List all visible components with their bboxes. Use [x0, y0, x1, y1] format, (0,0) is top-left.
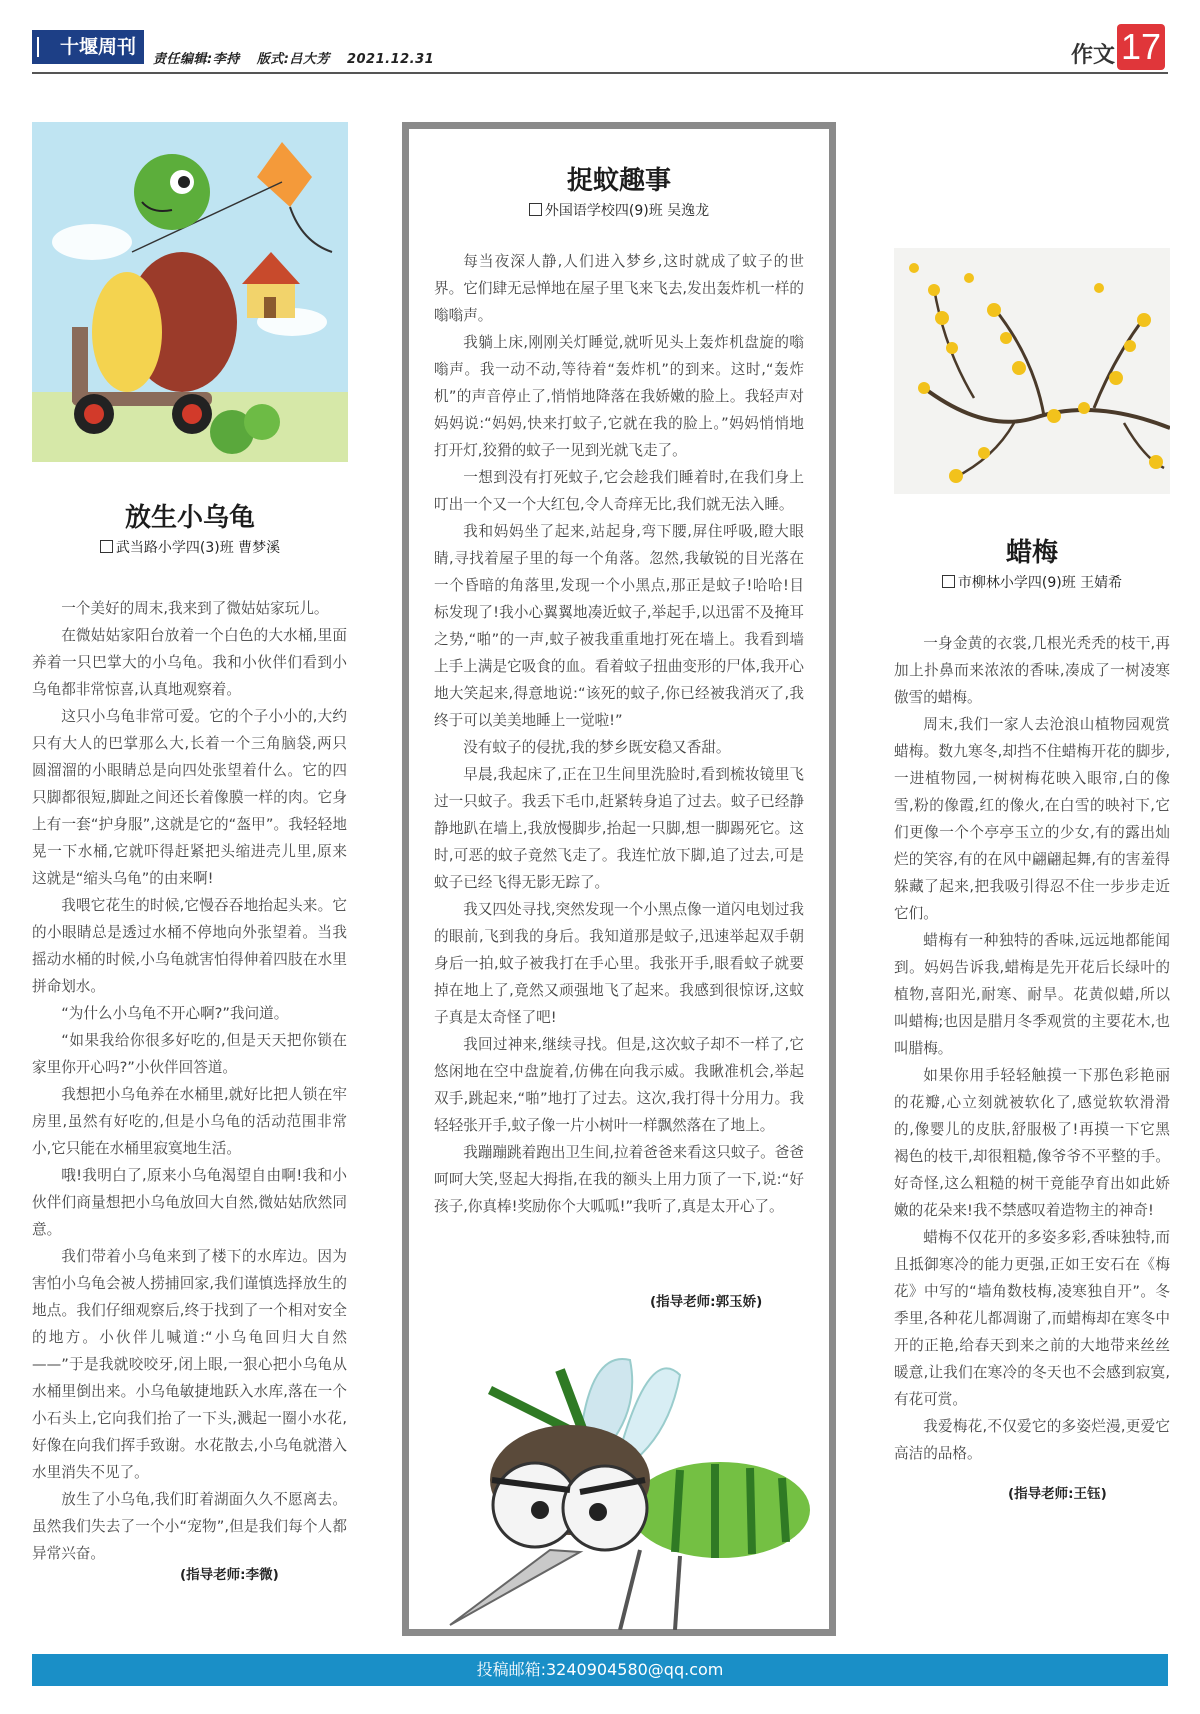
byline-text: 市柳林小学四(9)班 王婧希: [957, 575, 1123, 591]
article-body-turtle: [32, 595, 347, 1567]
article-title-turtle: 放生小乌龟: [124, 503, 255, 533]
paragraph: 我躺上床,刚刚关灯睡觉,就听见头上轰炸机盘旋的嗡嗡声。我一动不动,等待着“轰炸机”的到来。这时,“轰炸机”的声音停止了,悄悄地降落在我娇嫩的脸上。我轻声对妈妈说:“妈妈,快来打蚊子,它就在我的脸上。”妈妈悄悄地打开灯,狡猾的蚊子一见到光就飞走了。: [434, 334, 804, 459]
teacher-credit-turtle: (指导老师:李微): [180, 1567, 279, 1583]
paragraph: 一想到没有打死蚊子,它会趁我们睡着时,在我们身上叮出一个又一个大红包,令人奇痒无比,我们就无法入睡。: [434, 469, 804, 513]
masthead-logo: [32, 30, 144, 64]
byline-text: 武当路小学四(3)班 曹梦溪: [115, 540, 281, 556]
byline-box-icon: [529, 203, 542, 216]
article-byline-mosquito: [402, 200, 836, 220]
article-body-wintersweet: [894, 630, 1170, 1467]
paragraph: 蜡梅有一种独特的香味,远远地都能闻到。妈妈告诉我,蜡梅是先开花后长绿叶的植物,喜阳光,耐寒、耐旱。花黄似蜡,所以叫蜡梅;也因是腊月冬季观赏的主要花木,也叫腊梅。: [894, 932, 1170, 1057]
paragraph: 这只小乌龟非常可爱。它的个子小小的,大约只有大人的巴掌那么大,长着一个三角脑袋,两只圆溜溜的小眼睛总是向四处张望着什么。它的四只脚都很短,脚趾之间还长着像膜一样的肉。它身上有一套“护身服”,这就是它的“盔甲”。我轻轻地晃一下水桶,它就吓得赶紧把头缩进壳儿里,原来这就是“缩头乌龟”的由来啊!: [32, 708, 347, 887]
byline-box-icon: [942, 575, 955, 588]
issue-date: 2021.12.31: [346, 52, 435, 67]
paragraph: 我又四处寻找,突然发现一个小黑点像一道闪电划过我的眼前,飞到我的身后。我知道那是蚊子,迅速举起双手朝身后一拍,蚊子被我打在手心里。我张开手,眼看蚊子就要掉在地上了,竟然又顽强地飞了起来。我感到很惊讶,这蚊子真是太奇怪了吧!: [434, 901, 804, 1026]
paragraph: 我想把小乌龟养在水桶里,就好比把人锁在牢房里,虽然有好吃的,但是小乌龟的活动范围非常小,它只能在水桶里寂寞地生活。: [32, 1086, 347, 1157]
submission-email-bar: 投稿邮箱:3240904580@qq.com: [32, 1654, 1168, 1686]
wintersweet-branch-photo: [894, 248, 1170, 494]
teacher-credit-mosquito: (指导老师:郭玉娇): [650, 1294, 763, 1310]
paragraph: 我爱梅花,不仅爱它的多姿烂漫,更爱它高洁的品格。: [894, 1418, 1170, 1462]
paragraph: 每当夜深人静,人们进入梦乡,这时就成了蚊子的世界。它们肆无忌惮地在屋子里飞来飞去,发出轰炸机一样的嗡嗡声。: [434, 253, 804, 324]
paragraph: 哦!我明白了,原来小乌龟渴望自由啊!我和小伙伴们商量想把小乌龟放回大自然,微姑姑欣然同意。: [32, 1167, 347, 1238]
paragraph: 我喂它花生的时候,它慢吞吞地抬起头来。它的小眼睛总是透过水桶不停地向外张望着。当我摇动水桶的时候,小乌龟就害怕得伸着四肢在水里拼命划水。: [32, 897, 347, 995]
section-name: 作文: [1071, 43, 1116, 68]
teacher-credit-wintersweet: (指导老师:王钰): [1008, 1486, 1107, 1502]
byline-box-icon: [100, 540, 113, 553]
article-title-mosquito: 捉蚊趣事: [566, 166, 671, 196]
paragraph: 在微姑姑家阳台放着一个白色的大水桶,里面养着一只巴掌大的小乌龟。我和小伙伴们看到小乌龟都非常惊喜,认真地观察着。: [32, 627, 347, 698]
layout-credit: 版式:吕大芳: [256, 52, 330, 67]
masthead-title: 十堰周刊: [59, 36, 136, 58]
paragraph: “如果我给你很多好吃的,但是天天把你锁在家里你开心吗?”小伙伴回答道。: [32, 1032, 347, 1076]
mosquito-cartoon-illustration: [430, 1330, 820, 1630]
paragraph: 没有蚊子的侵扰,我的梦乡既安稳又香甜。: [463, 739, 731, 756]
article-title-wintersweet: 蜡梅: [1005, 538, 1058, 568]
paragraph: 放生了小乌龟,我们盯着湖面久久不愿离去。虽然我们失去了一个小“宠物”,但是我们每个人都异常兴奋。: [32, 1491, 347, 1562]
paragraph: 蜡梅不仅花开的多姿多彩,香味独特,而且抵御寒冷的能力更强,正如王安石在《梅花》中写的“墙角数枝梅,凌寒独自开”。冬季里,各种花儿都凋谢了,而蜡梅却在寒冬中开的正艳,给春天到来之前的大地带来丝丝暖意,让我们在寒冷的冬天也不会感到寂寞,有花可赏。: [894, 1229, 1170, 1408]
paragraph: 周末,我们一家人去沧浪山植物园观赏蜡梅。数九寒冬,却挡不住蜡梅开花的脚步,一进植物园,一树树梅花映入眼帘,白的像雪,粉的像霞,红的像火,在白雪的映衬下,它们更像一个个亭亭玉立的少女,有的露出灿烂的笑容,有的在风中翩翩起舞,有的害羞得躲藏了起来,把我吸引得忍不住一步步走近它们。: [894, 716, 1170, 922]
article-body-mosquito: [434, 248, 804, 1220]
paragraph: 一个美好的周末,我来到了微姑姑家玩儿。: [61, 600, 329, 617]
paragraph: 一身金黄的衣裳,几根光秃秃的枝干,再加上扑鼻而来浓浓的香味,凑成了一树凌寒傲雪的蜡梅。: [894, 635, 1170, 706]
header-meta: [153, 48, 446, 67]
article-byline-wintersweet: [894, 572, 1170, 592]
page-number: 17: [1117, 24, 1165, 70]
turtle-scooter-illustration: [32, 122, 348, 462]
byline-text: 外国语学校四(9)班 吴逸龙: [544, 203, 710, 219]
paragraph: 如果你用手轻轻触摸一下那色彩艳丽的花瓣,心立刻就被软化了,感觉软软滑滑的,像婴儿的皮肤,舒服极了!再摸一下它黑褐色的枝干,却很粗糙,像爷爷不平整的手。好奇怪,这么粗糙的树干竟能孕育出如此娇嫩的花朵来!我不禁感叹着造物主的神奇!: [894, 1067, 1170, 1219]
paragraph: 我和妈妈坐了起来,站起身,弯下腰,屏住呼吸,瞪大眼睛,寻找着屋子里的每一个角落。忽然,我敏锐的目光落在一个昏暗的角落里,发现一个小黑点,那正是蚊子!哈哈!目标发现了!我小心翼翼地凑近蚊子,举起手,以迅雷不及掩耳之势,“啪”的一声,蚊子被我重重地打死在墙上。我看到墙上手上满是它吸食的血。看着蚊子扭曲变形的尸体,我开心地大笑起来,得意地说:“该死的蚊子,你已经被我消灭了,我终于可以美美地睡上一觉啦!”: [434, 523, 804, 729]
editor-credit: 责任编辑:李持: [153, 52, 240, 67]
header-divider: [32, 72, 1168, 74]
paragraph: 早晨,我起床了,正在卫生间里洗脸时,看到梳妆镜里飞过一只蚊子。我丢下毛巾,赶紧转身追了过去。蚊子已经静静地趴在墙上,我放慢脚步,抬起一只脚,想一脚踢死它。这时,可恶的蚊子竟然飞走了。我连忙放下脚,追了过去,可是蚊子已经飞得无影无踪了。: [434, 766, 804, 891]
paragraph: 我蹦蹦跳着跑出卫生间,拉着爸爸来看这只蚊子。爸爸呵呵大笑,竖起大拇指,在我的额头上用力顶了一下,说:“好孩子,你真棒!奖励你个大呱呱!”我听了,真是太开心了。: [434, 1144, 804, 1215]
paragraph: “为什么小乌龟不开心啊?”我问道。: [61, 1005, 289, 1022]
paragraph: 我回过神来,继续寻找。但是,这次蚊子却不一样了,它悠闲地在空中盘旋着,仿佛在向我示威。我瞅准机会,举起双手,跳起来,“啪”地打了过去。这次,我打得十分用力。我轻轻张开手,蚊子像一片小树叶一样飘然落在了地上。: [434, 1036, 804, 1134]
article-byline-turtle: [32, 537, 348, 557]
paragraph: 我们带着小乌龟来到了楼下的水库边。因为害怕小乌龟会被人捞捕回家,我们谨慎选择放生的地点。我们仔细观察后,终于找到了一个相对安全的地方。小伙伴儿喊道:“小乌龟回归大自然——”于是我就咬咬牙,闭上眼,一狠心把小乌龟从水桶里倒出来。小乌龟敏捷地跃入水库,落在一个小石头上,它向我们抬了一下头,溅起一圈小水花,好像在向我们挥手致谢。水花散去,小乌龟就潜入水里消失不见了。: [32, 1248, 347, 1481]
masthead-mark-icon: [37, 37, 49, 57]
